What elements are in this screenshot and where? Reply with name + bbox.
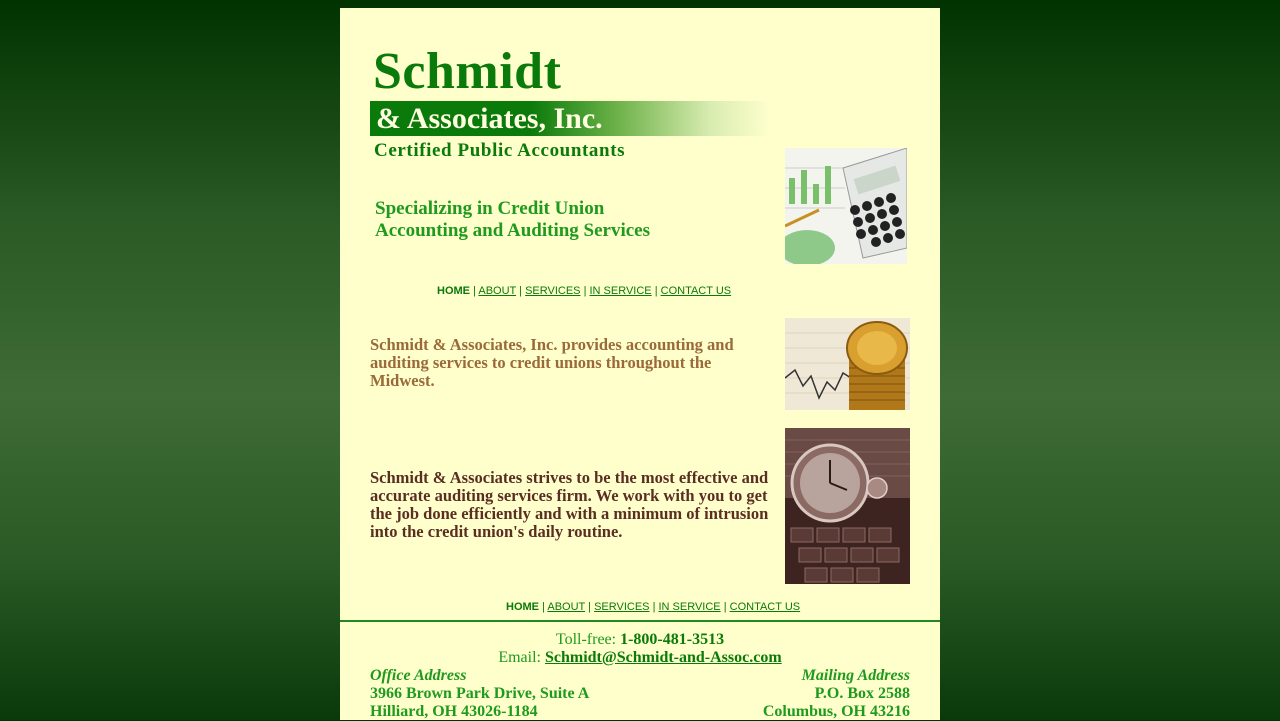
tollfree-label: Toll-free:: [555, 631, 617, 648]
office-address-line-1: 3966 Brown Park Drive, Suite A: [370, 685, 590, 702]
nav-link-services[interactable]: SERVICES: [525, 285, 581, 297]
headline-line-1: Specializing in Credit Union: [375, 198, 605, 219]
nav-link-in-service[interactable]: IN SERVICE: [589, 285, 652, 297]
nav-link-contact[interactable]: CONTACT US: [660, 285, 732, 297]
mailing-address-heading: Mailing Address: [801, 667, 910, 684]
nav-separator: |: [473, 285, 476, 297]
mailing-address-line-1: P.O. Box 2588: [814, 685, 910, 702]
office-address-line-2: Hilliard, OH 43026-1184: [370, 703, 538, 720]
bottom-navigation: [506, 601, 800, 613]
calculator-chart-graphic: [785, 148, 907, 264]
nav-separator: |: [723, 601, 727, 613]
office-address-heading: Office Address: [370, 667, 467, 684]
clock-ledger-image: [785, 428, 910, 584]
nav-separator: |: [542, 601, 545, 613]
mission-paragraph: Schmidt & Associates strives to be the most effective and accurate auditing services firm. We work with you to get the job done efficiently and with a minimum of intrusion into the credit union's daily routine.: [370, 468, 769, 541]
nav-separator: |: [588, 601, 591, 613]
nav-link-in-service[interactable]: IN SERVICE: [658, 601, 721, 613]
nav-link-about[interactable]: ABOUT: [478, 285, 517, 297]
office-address: [370, 667, 589, 721]
coin-stock-chart-image: [785, 318, 910, 410]
email-label: Email:: [498, 649, 541, 666]
coin-graphic: [785, 318, 910, 410]
calculator-chart-image: [785, 148, 907, 264]
nav-separator: |: [652, 601, 656, 613]
top-navigation: [437, 285, 731, 297]
headline-line-2: Accounting and Auditing Services: [375, 220, 651, 241]
nav-separator: |: [519, 285, 522, 297]
tollfree-number: 1-800-481-3513: [620, 631, 725, 648]
intro-paragraph: Schmidt & Associates, Inc. provides accounting and auditing services to credit unions throughout the Midwest.: [370, 335, 734, 390]
headline: [375, 198, 650, 242]
mailing-address-line-2: Columbus, OH 43216: [762, 703, 910, 720]
logo-subtitle: & Associates, Inc.: [376, 102, 603, 135]
email-link[interactable]: Schmidt@Schmidt-and-Assoc.com: [544, 649, 782, 666]
logo-name: Schmidt: [373, 43, 562, 100]
nav-home-current: HOME: [437, 285, 470, 297]
nav-link-services[interactable]: SERVICES: [594, 601, 650, 613]
nav-link-contact[interactable]: CONTACT US: [729, 601, 801, 613]
nav-home-current: HOME: [506, 601, 539, 613]
mailing-address: [640, 667, 910, 721]
page-container: [340, 8, 940, 720]
tollfree-line: [340, 631, 940, 649]
email-line: [340, 649, 940, 667]
nav-link-about[interactable]: ABOUT: [547, 601, 586, 613]
logo-tagline: Certified Public Accountants: [374, 140, 626, 161]
clock-graphic: [785, 428, 910, 584]
footer-divider: [340, 620, 940, 622]
nav-separator: |: [583, 285, 587, 297]
nav-separator: |: [654, 285, 658, 297]
